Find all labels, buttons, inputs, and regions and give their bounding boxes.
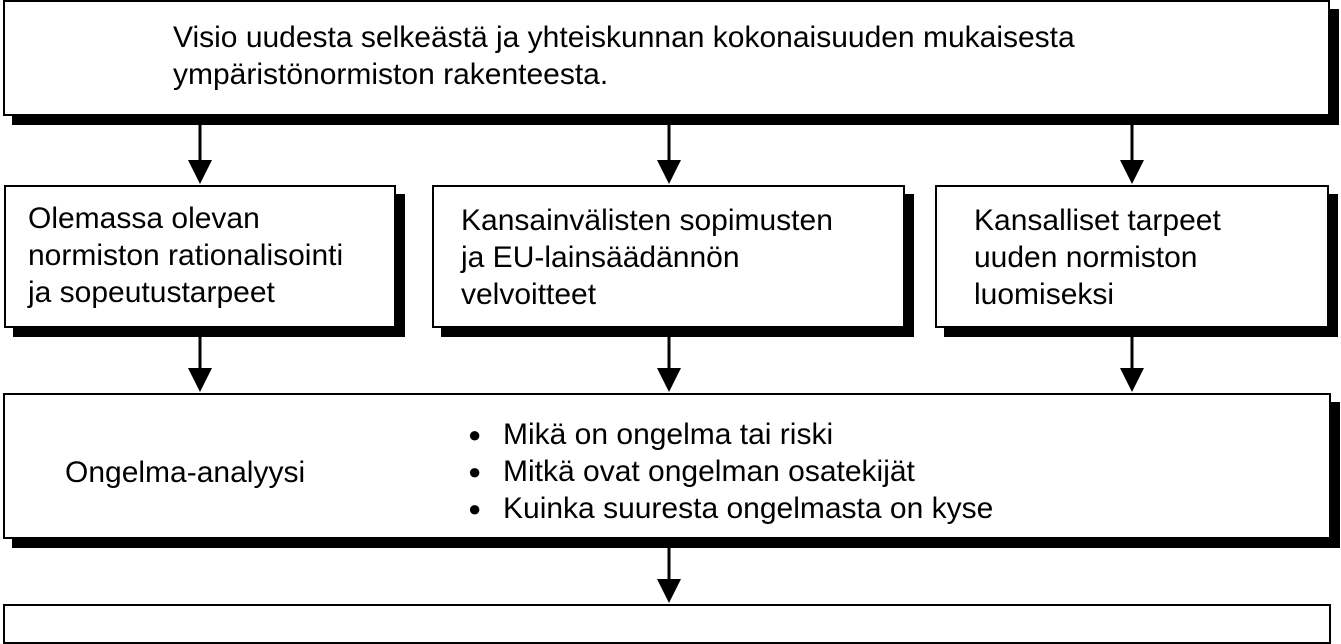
vision-text — [173, 19, 1075, 93]
problem-analysis-box — [3, 393, 1331, 539]
vision-line-2: ympäristönormiston rakenteesta. — [173, 58, 609, 91]
arrow-analysis-to-next — [657, 548, 681, 603]
source-1-line-1: Olemassa olevan — [28, 202, 260, 235]
arrow-vision-to-source-2 — [657, 124, 681, 184]
source-3-line-2: uuden normiston — [974, 241, 1198, 274]
analysis-label: Ongelma-analyysi — [65, 456, 306, 489]
source-2-line-1: Kansainvälisten sopimusten — [461, 204, 833, 237]
arrow-source-2-to-analysis — [657, 336, 681, 392]
source-box-national-needs — [935, 185, 1329, 328]
vision-box — [3, 0, 1330, 116]
source-1-line-3: ja sopeutustarpeet — [28, 276, 275, 309]
analysis-bullet-item — [468, 490, 993, 527]
bullet-icon: ● — [468, 496, 482, 521]
source-3-line-3: luomiseksi — [974, 278, 1115, 311]
analysis-bullet-item — [468, 453, 993, 490]
analysis-bullet-text: Mitkä ovat ongelman osatekijät — [503, 455, 915, 488]
arrow-vision-to-source-3 — [1120, 124, 1144, 184]
arrow-source-3-to-analysis — [1120, 336, 1144, 392]
analysis-bullet-list — [468, 416, 993, 527]
source-1-line-2: normiston rationalisointi — [28, 239, 344, 272]
analysis-bullet-item — [468, 416, 993, 453]
vision-line-1: Visio uudesta selkeästä ja yhteiskunnan kokonaisuuden mukaisesta — [173, 21, 1075, 54]
analysis-bullet-text: Kuinka suuresta ongelmasta on kyse — [503, 492, 994, 525]
bullet-icon: ● — [468, 459, 482, 484]
analysis-bullet-text: Mikä on ongelma tai riski — [503, 418, 834, 451]
source-2-text — [461, 202, 833, 313]
source-2-line-2: ja EU-lainsäädännön — [461, 241, 740, 274]
source-box-international-obligations — [432, 185, 905, 328]
next-step-box — [3, 604, 1331, 644]
source-1-text — [28, 200, 343, 311]
source-3-text — [974, 202, 1221, 313]
arrow-vision-to-source-1 — [188, 124, 212, 184]
source-3-line-1: Kansalliset tarpeet — [974, 204, 1221, 237]
source-box-existing-norms — [4, 185, 396, 328]
bullet-icon: ● — [468, 422, 482, 447]
source-2-line-3: velvoitteet — [461, 278, 597, 311]
arrow-source-1-to-analysis — [188, 336, 212, 392]
